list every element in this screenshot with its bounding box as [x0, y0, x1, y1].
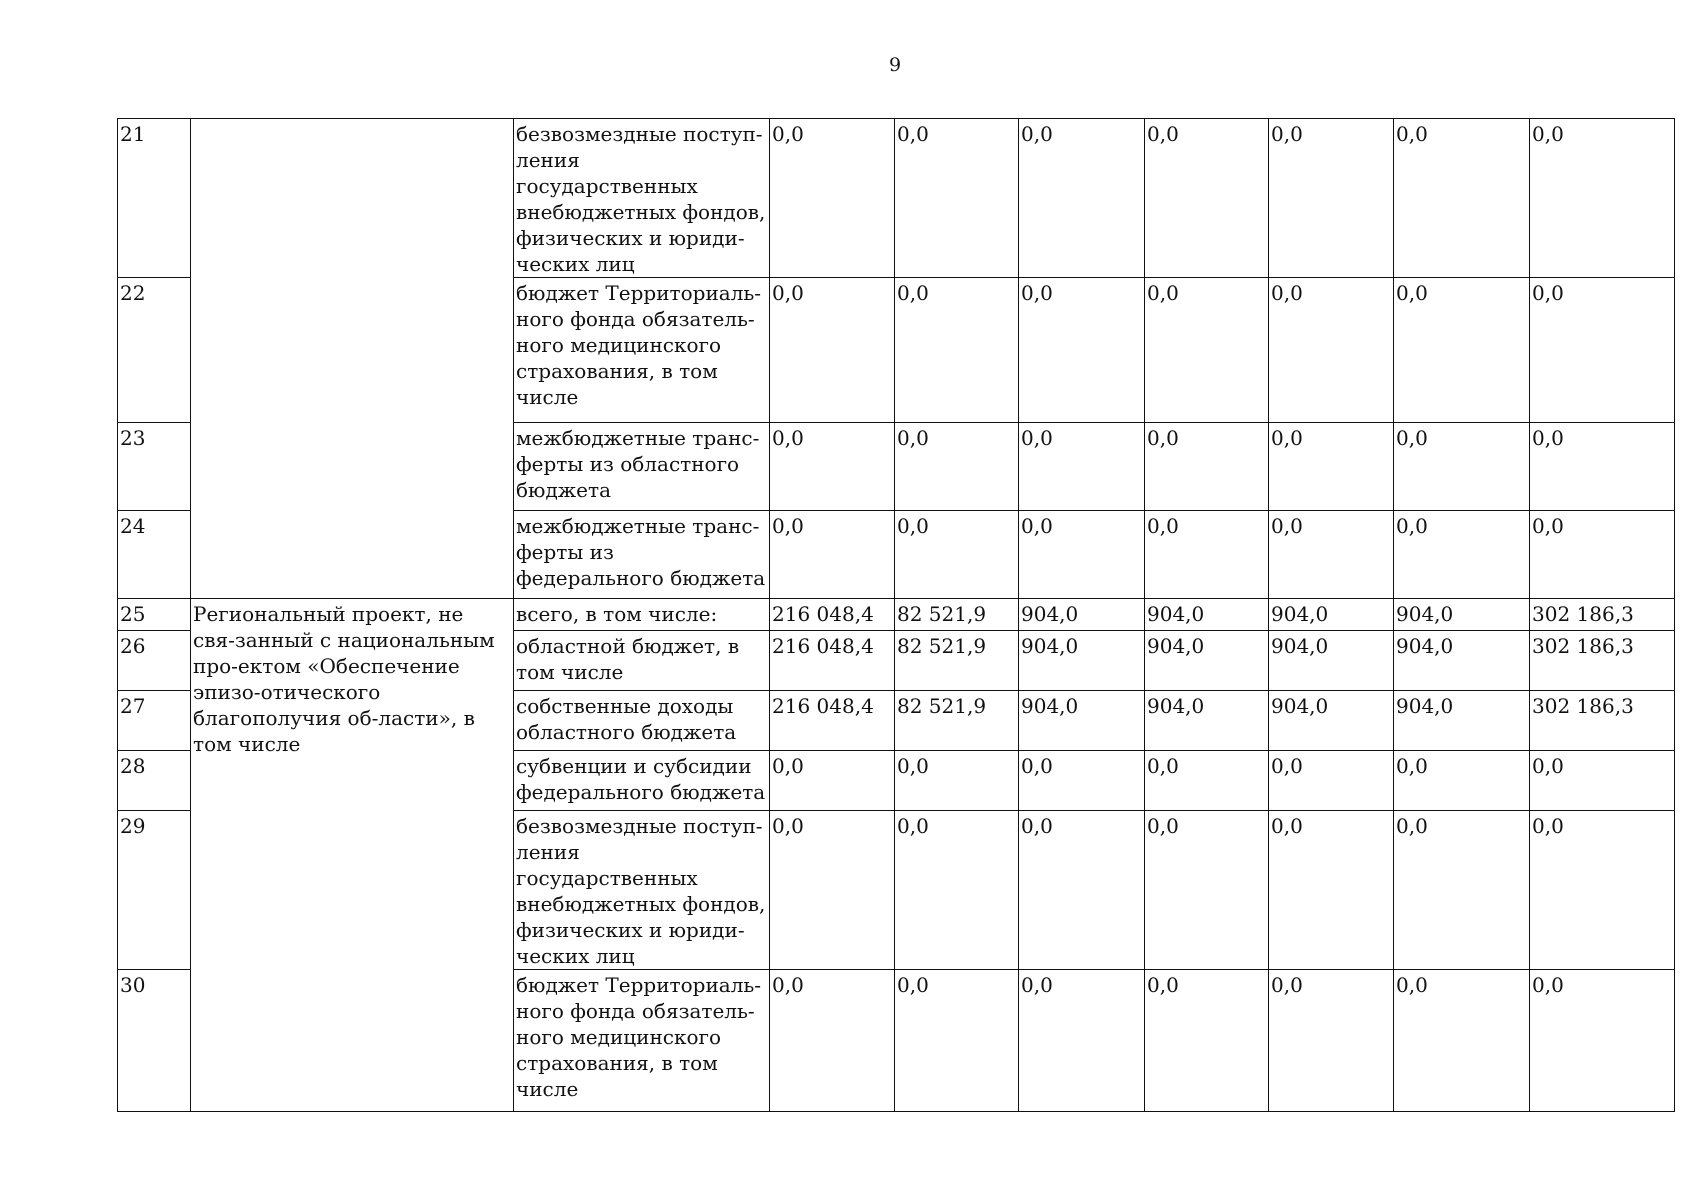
- value-cell: 0,0: [1530, 970, 1675, 1112]
- table-row: [118, 119, 1675, 278]
- value-cell: 216 048,4: [770, 599, 895, 631]
- funding-source: бюджет Территориаль-ного фонда обязатель-ного медицинского страхования, в том числе: [514, 278, 770, 423]
- value-cell: 0,0: [1269, 970, 1394, 1112]
- value-cell: 904,0: [1019, 631, 1145, 691]
- row-number: 26: [118, 631, 191, 691]
- value-cell: 904,0: [1145, 691, 1269, 751]
- value-cell: 0,0: [1019, 511, 1145, 599]
- value-cell: 302 186,3: [1530, 691, 1675, 751]
- funding-source: межбюджетные транс-ферты из федерального бюджета: [514, 511, 770, 599]
- value-cell: 0,0: [1269, 119, 1394, 278]
- value-cell: 904,0: [1394, 631, 1530, 691]
- value-cell: 82 521,9: [895, 631, 1019, 691]
- funding-source: безвозмездные поступ-ления государственных внебюджетных фондов, физических и юриди-ческих лиц: [514, 811, 770, 970]
- row-number: 28: [118, 751, 191, 811]
- value-cell: 82 521,9: [895, 599, 1019, 631]
- value-cell: 904,0: [1394, 599, 1530, 631]
- value-cell: 0,0: [770, 751, 895, 811]
- value-cell: 0,0: [1394, 278, 1530, 423]
- value-cell: 0,0: [895, 970, 1019, 1112]
- value-cell: 0,0: [1269, 751, 1394, 811]
- value-cell: 904,0: [1269, 599, 1394, 631]
- row-number: 24: [118, 511, 191, 599]
- value-cell: 0,0: [770, 278, 895, 423]
- value-cell: 0,0: [1269, 423, 1394, 511]
- value-cell: 904,0: [1019, 691, 1145, 751]
- value-cell: 0,0: [770, 511, 895, 599]
- value-cell: 0,0: [1019, 423, 1145, 511]
- value-cell: 0,0: [1394, 751, 1530, 811]
- value-cell: 302 186,3: [1530, 599, 1675, 631]
- funding-source: межбюджетные транс-ферты из областного бюджета: [514, 423, 770, 511]
- value-cell: 0,0: [1269, 811, 1394, 970]
- value-cell: 0,0: [1394, 423, 1530, 511]
- funding-source: областной бюджет, в том числе: [514, 631, 770, 691]
- budget-table: [117, 118, 1675, 1112]
- value-cell: 0,0: [770, 811, 895, 970]
- value-cell: 0,0: [770, 423, 895, 511]
- value-cell: 0,0: [895, 811, 1019, 970]
- funding-source: собственные доходы областного бюджета: [514, 691, 770, 751]
- value-cell: 0,0: [1145, 751, 1269, 811]
- value-cell: 0,0: [1530, 278, 1675, 423]
- value-cell: 0,0: [895, 511, 1019, 599]
- value-cell: 904,0: [1019, 599, 1145, 631]
- value-cell: 302 186,3: [1530, 631, 1675, 691]
- value-cell: 0,0: [770, 970, 895, 1112]
- value-cell: 0,0: [1530, 119, 1675, 278]
- value-cell: 0,0: [1530, 811, 1675, 970]
- value-cell: 0,0: [1530, 511, 1675, 599]
- value-cell: 0,0: [1145, 423, 1269, 511]
- value-cell: 0,0: [1145, 278, 1269, 423]
- value-cell: 82 521,9: [895, 691, 1019, 751]
- value-cell: 904,0: [1269, 691, 1394, 751]
- value-cell: 0,0: [1019, 751, 1145, 811]
- value-cell: 0,0: [1269, 278, 1394, 423]
- value-cell: 904,0: [1269, 631, 1394, 691]
- row-number: 25: [118, 599, 191, 631]
- value-cell: 0,0: [1394, 511, 1530, 599]
- value-cell: 0,0: [1145, 811, 1269, 970]
- row-number: 29: [118, 811, 191, 970]
- value-cell: 0,0: [1269, 511, 1394, 599]
- funding-source: всего, в том числе:: [514, 599, 770, 631]
- row-number: 22: [118, 278, 191, 423]
- value-cell: 0,0: [1394, 970, 1530, 1112]
- value-cell: 0,0: [895, 423, 1019, 511]
- row-number: 27: [118, 691, 191, 751]
- row-number: 21: [118, 119, 191, 278]
- value-cell: 0,0: [895, 751, 1019, 811]
- value-cell: 0,0: [1019, 119, 1145, 278]
- value-cell: 0,0: [1394, 811, 1530, 970]
- value-cell: 0,0: [895, 119, 1019, 278]
- value-cell: 0,0: [1530, 751, 1675, 811]
- project-name-cell: Региональный проект, не свя-занный с национальным про-ектом «Обеспечение эпизо-отического благополучия об-ласти», в том числе: [191, 599, 514, 1112]
- value-cell: 904,0: [1145, 631, 1269, 691]
- funding-source: бюджет Территориаль-ного фонда обязатель-ного медицинского страхования, в том числе: [514, 970, 770, 1112]
- value-cell: 904,0: [1394, 691, 1530, 751]
- funding-source: субвенции и субсидии федерального бюджета: [514, 751, 770, 811]
- value-cell: 0,0: [1019, 970, 1145, 1112]
- value-cell: 0,0: [1394, 119, 1530, 278]
- value-cell: 0,0: [1145, 119, 1269, 278]
- project-name-cell: [191, 119, 514, 599]
- row-number: 23: [118, 423, 191, 511]
- value-cell: 0,0: [1019, 278, 1145, 423]
- value-cell: 0,0: [770, 119, 895, 278]
- value-cell: 0,0: [1019, 811, 1145, 970]
- value-cell: 0,0: [1530, 423, 1675, 511]
- value-cell: 216 048,4: [770, 631, 895, 691]
- value-cell: 216 048,4: [770, 691, 895, 751]
- page-number: 9: [888, 54, 902, 76]
- value-cell: 0,0: [1145, 511, 1269, 599]
- value-cell: 0,0: [895, 278, 1019, 423]
- table-row: [118, 599, 1675, 631]
- funding-source: безвозмездные поступ-ления государственных внебюджетных фондов, физических и юриди-ческих лиц: [514, 119, 770, 278]
- row-number: 30: [118, 970, 191, 1112]
- value-cell: 0,0: [1145, 970, 1269, 1112]
- value-cell: 904,0: [1145, 599, 1269, 631]
